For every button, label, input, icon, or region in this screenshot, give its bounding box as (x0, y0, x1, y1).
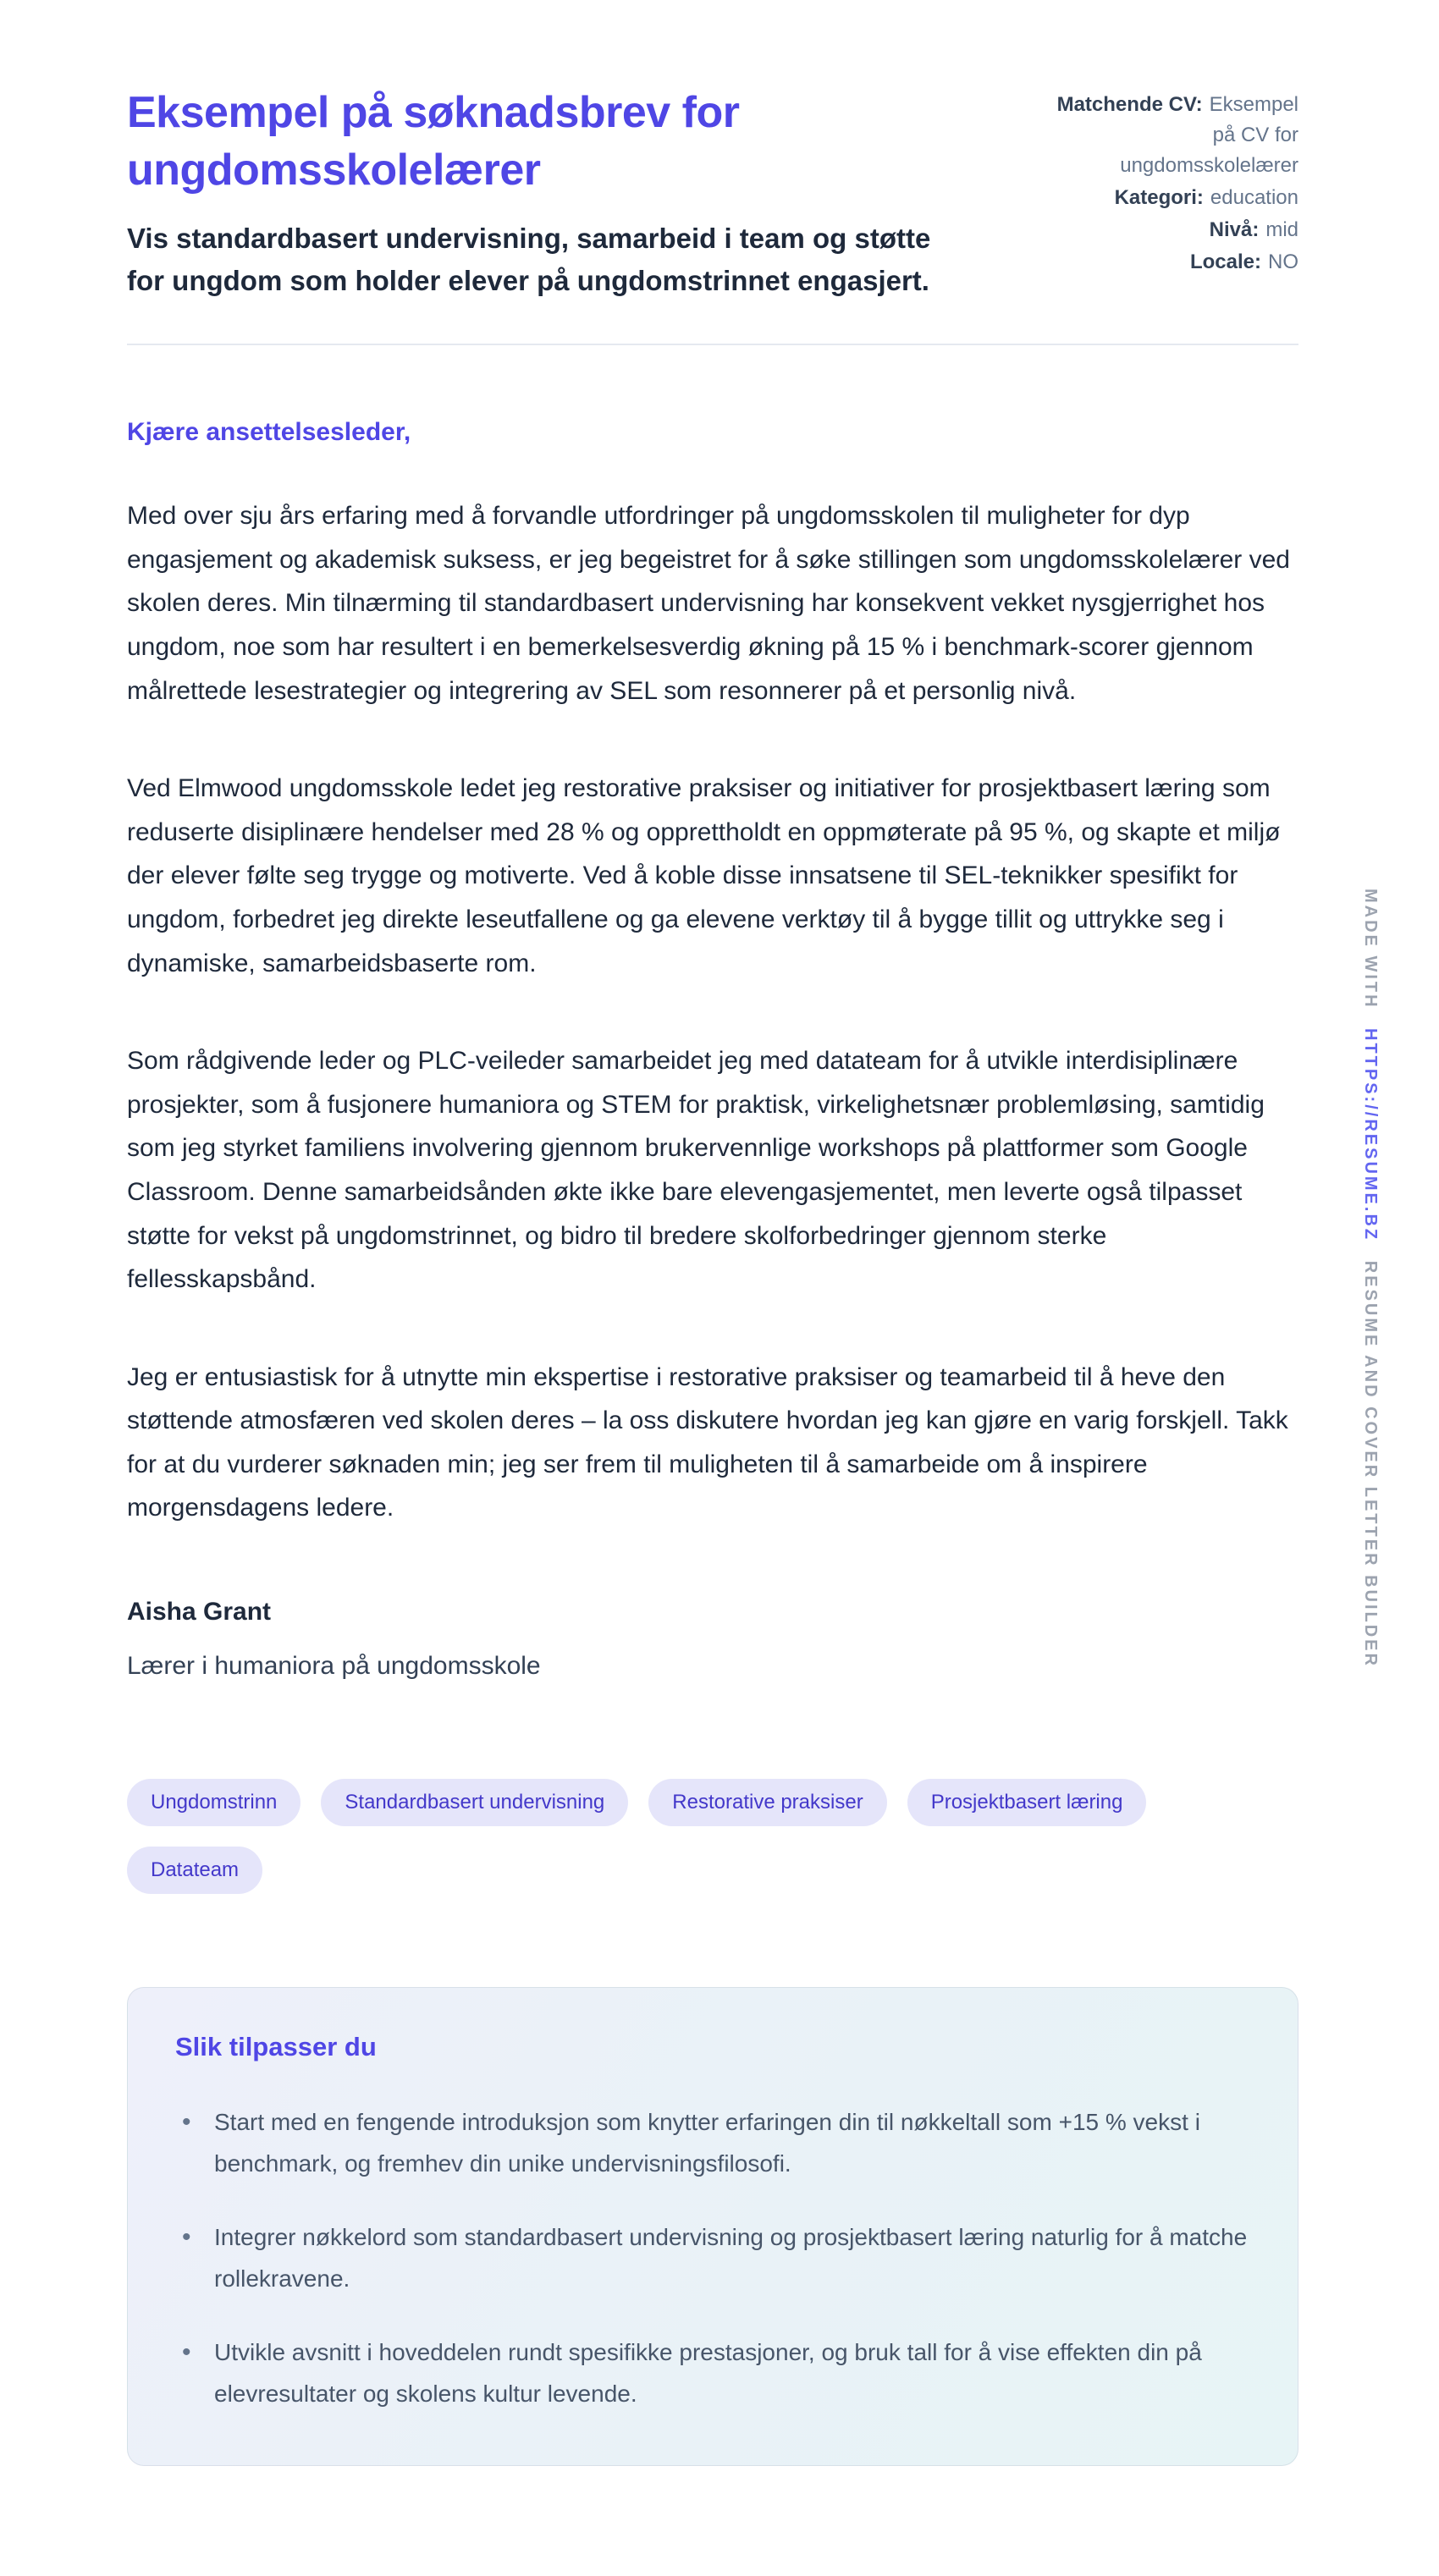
tips-list (175, 2101, 1250, 2414)
letter-paragraph: Ved Elmwood ungdomsskole ledet jeg restorative praksiser og initiativer for prosjektbasert læring som reduserte disiplinære hendelser med 28 % og opprettholdt en oppmøterate på 95 %, og skapte et miljø der elever følte seg trygge og motiverte. Ved å koble disse innsatsene til SEL-teknikker spesifikt for ungdom, forbedret jeg direkte leseutfallene og ga elevene verktøy til å bygge tillit og uttrykke seg i dynamiske, samarbeidsbaserte rom. (127, 774, 1281, 977)
tag-restorative-praksiser[interactable]: Restorative praksiser (648, 1779, 886, 1826)
tag-list (127, 1779, 1185, 1894)
meta-label: Kategori: (1114, 186, 1204, 209)
header (127, 85, 1298, 301)
letter-paragraph: Jeg er entusiastisk for å utnytte min ekspertise i restorative praksiser og teamarbeid til å heve den støttende atmosfæren ved skolen deres – la oss diskutere hvordan jeg kan gjøre en varig forskjell. Takk for at du vurderer søknaden min; jeg ser frem til muligheten til å samarbeide om å inspirere morgensdagens ledere. (127, 1362, 1288, 1522)
tips-item (175, 2101, 1250, 2184)
tips-item-text: Utvikle avsnitt i hoveddelen rundt spesifikke prestasjoner, og bruk tall for å vise effekten din på elevresultater og skolens kultur levende. (214, 2339, 1202, 2408)
meta-level (1034, 215, 1298, 245)
page-subtitle: Vis standardbasert undervisning, samarbeid i team og støtte for ungdom som holder elever på ungdomstrinnet engasjert. (127, 223, 931, 296)
meta-panel (1034, 85, 1298, 279)
letter-paragraph: Med over sju års erfaring med å forvandle utfordringer på ungdomsskolen til muligheter for dyp engasjement og akademisk suksess, er jeg begeistret for å søke stillingen som ungdomsskolelærer ved skolen deres. Min tilnærming til standardbasert undervisning har konsekvent vekket nysgjerrighet hos ungdom, noe som har resultert i en bemerkelsesverdig økning på 15 % i benchmark-scorer gjennom målrettede lesestrategier og integrering av SEL som resonnerer på et personlig nivå. (127, 502, 1290, 705)
cover-letter-body (127, 418, 1298, 1681)
meta-value: NO (1268, 250, 1298, 273)
bullet-icon: • (182, 2338, 191, 2367)
tag-ungdomstrinn[interactable]: Ungdomstrinn (127, 1779, 300, 1826)
watermark-site-link[interactable]: HTTPS://RESUME.BZ (1361, 1028, 1380, 1242)
letter-greeting: Kjære ansettelsesleder, (127, 418, 411, 447)
meta-label: Matchende CV: (1056, 93, 1203, 116)
tag-standardbasert-undervisning[interactable]: Standardbasert undervisning (321, 1779, 628, 1826)
tips-heading: Slik tilpasser du (175, 2032, 377, 2062)
tag-datateam[interactable]: Datateam (127, 1847, 262, 1894)
letter-paragraph: Som rådgivende leder og PLC-veileder samarbeidet jeg med datateam for å utvikle interdisiplinære prosjekter, som å fusjonere humaniora og STEM for praktisk, virkelighetsnær problemløsing, samtidig som jeg styrket familiens involvering gjennom brukervennlige workshops på plattformer som Google Classroom. Denne samarbeidsånden økte ikke bare elevengasjementet, men leverte også tilpasset støtte for vekst på ungdomstrinnet, og bidro til bredere skolforbedringer gjennom sterke fellesskapsbånd. (127, 1047, 1265, 1294)
meta-locale (1034, 247, 1298, 278)
tips-item (175, 2216, 1250, 2299)
meta-label: Locale: (1189, 250, 1261, 273)
tips-item (175, 2331, 1250, 2414)
made-with-watermark (1360, 889, 1380, 1668)
signature-block (127, 1598, 1298, 1681)
signature-name: Aisha Grant (127, 1598, 272, 1627)
meta-value: Eksempel på CV for ungdomsskolelærer (1120, 93, 1298, 177)
meta-category (1034, 183, 1298, 213)
watermark-prefix: MADE WITH (1361, 889, 1380, 1010)
bullet-icon: • (182, 2108, 191, 2137)
meta-label: Nivå: (1209, 218, 1260, 241)
tips-item-text: Start med en fengende introduksjon som knytter erfaringen din til nøkkeltall som +15 % vekst i benchmark, og fremhev din unike undervisningsfilosofi. (214, 2109, 1200, 2177)
page-title: Eksempel på søknadsbrev for ungdomsskolelærer (127, 88, 740, 195)
meta-value: mid (1265, 218, 1298, 241)
tips-item-text: Integrer nøkkelord som standardbasert undervisning og prosjektbasert læring naturlig for å matche rollekravene. (214, 2224, 1248, 2293)
signature-role: Lærer i humaniora på ungdomsskole (127, 1652, 541, 1681)
customization-tips-card (127, 1987, 1298, 2466)
meta-value: education (1210, 186, 1298, 209)
header-divider (127, 344, 1298, 345)
watermark-suffix: RESUME AND COVER LETTER BUILDER (1361, 1260, 1380, 1668)
tag-prosjektbasert-laering[interactable]: Prosjektbasert læring (907, 1779, 1147, 1826)
bullet-icon: • (182, 2223, 191, 2252)
meta-matching-cv (1034, 90, 1298, 181)
header-left (127, 85, 1001, 301)
